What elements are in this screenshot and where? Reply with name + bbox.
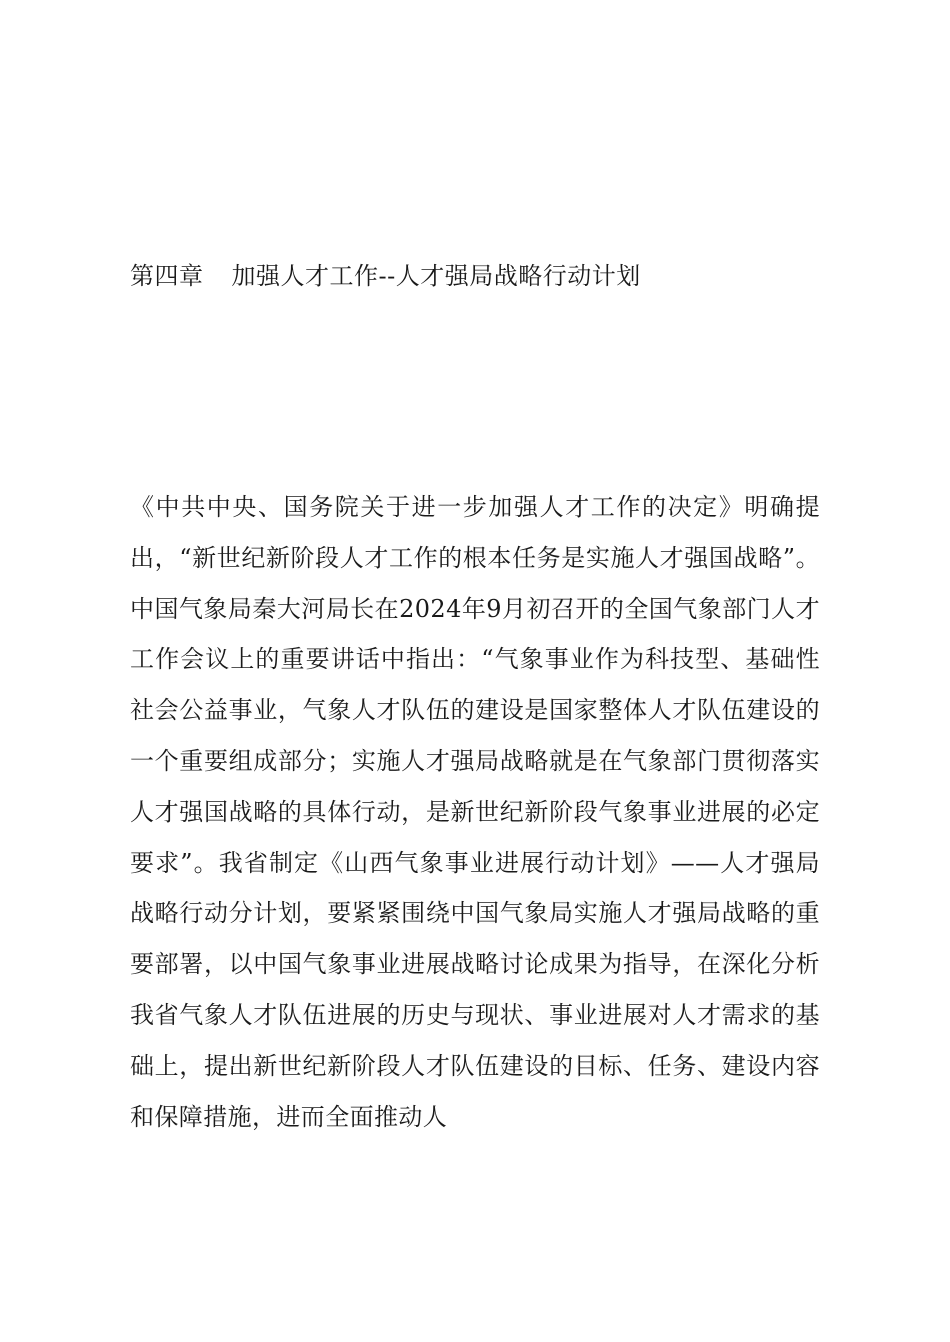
body-paragraph: 《中共中央、国务院关于进一步加强人才工作的决定》明确提出，“新世纪新阶段人才工作的根本任务是实施人才强国战略”。中国气象局秦大河局长在2024年9月初召开的全国气象部门人才工作会议上的重要讲话中指出：“气象事业作为科技型、基础性社会公益事业，气象人才队伍的建设是国家整体人才队伍建设的一个重要组成部分；实施人才强局战略就是在气象部门贯彻落实人才强国战略的具体行动，是新世纪新阶段气象事业进展的必定要求”。我省制定《山西气象事业进展行动计划》——人才强局战略行动分计划，要紧紧围绕中国气象局实施人才强局战略的重要部署，以中国气象事业进展战略讨论成果为指导，在深化分析我省气象人才队伍进展的历史与现状、事业进展对人才需求的基础上，提出新世纪新阶段人才队伍建设的目标、任务、建设内容和保障措施，进而全面推动人 <box>130 493 820 1131</box>
chapter-title-text: 加强人才工作--人才强局战略行动计划 <box>231 262 641 290</box>
chapter-number: 第四章 <box>130 262 204 290</box>
chapter-heading <box>130 256 641 296</box>
